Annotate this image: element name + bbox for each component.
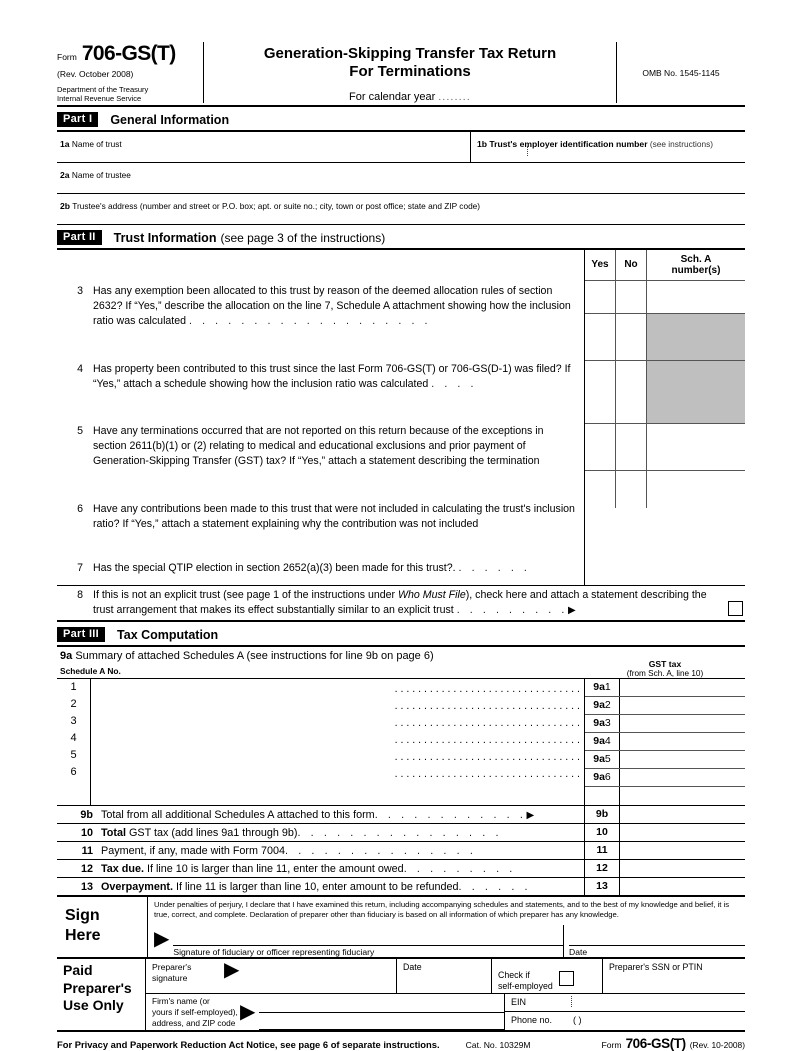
line-12-bold: Tax due. (101, 862, 144, 875)
form-header (57, 42, 745, 107)
line-13-bold: Overpayment. (101, 880, 174, 893)
line-10-row (57, 823, 745, 841)
amount-row-9a3 (585, 715, 745, 733)
part-2-note: (see page 3 of the instructions) (220, 230, 386, 245)
preparer-firm-row (146, 994, 745, 1030)
line-1a-label: Name of trust (71, 139, 122, 149)
form-footer (57, 1032, 745, 1051)
header-form-identity (57, 42, 204, 103)
answer-3-scha-cell[interactable] (647, 281, 745, 313)
preparer-firm-lines (259, 996, 504, 1030)
signature-arrow-icon: ▶ (154, 928, 170, 951)
answer-4-no-cell[interactable] (616, 314, 647, 360)
schedule-a-amount-column (584, 679, 745, 805)
line-2b-number: 2b (60, 201, 71, 211)
line-1b-label: Trust's employer identification number (489, 139, 648, 149)
question-5-text: Have any terminations occurred that are not reported on this return because of the exceptions in section 2611(b)(1) or (2) relating to medical and educational exclusions and prior payment of Generation-Skipping Transfer (GST) tax? If “Yes,” attach a statement describing the termination (93, 425, 544, 468)
part-3-header (57, 622, 745, 647)
schedule-row-dots-2: . . . . . . . . . . . . . . . . . . . . . . . . . . . . . . . . (394, 700, 580, 713)
line-8-checkbox[interactable] (728, 601, 743, 616)
question-4-text: Has property been contributed to this trust since the last Form 706-GS(T) or 706-GS(D-1) was filed? If “Yes,” attach a schedule showing how the inclusion ratio was calculated (93, 363, 571, 391)
line-12-text: If line 10 is larger than line 11, enter the amount owed (144, 862, 404, 875)
preparer-ssn-field[interactable] (603, 959, 745, 993)
department-line-2: Internal Revenue Service (57, 94, 142, 103)
firm-rule-2 (259, 1013, 504, 1030)
answer-5-yes-cell[interactable] (585, 361, 616, 423)
privacy-notice: For Privacy and Paperwork Reduction Act Notice, see page 6 of separate instructions. (57, 1039, 440, 1051)
form-revision-date: (Rev. October 2008) (57, 69, 134, 79)
amount-row-9a1 (585, 679, 745, 697)
field-name-of-trustee[interactable] (57, 163, 745, 193)
part-2-questions-grid (57, 250, 745, 585)
signature-line-wrap (148, 923, 745, 957)
answer-3-yes-cell[interactable] (585, 281, 616, 313)
preparer-firm-arrow-icon: ▶ (240, 1001, 256, 1024)
line-12-number: 12 (80, 862, 93, 875)
yes-no-scha-column (584, 250, 745, 585)
line-13-value[interactable] (620, 878, 745, 895)
line-9a-text: Summary of attached Schedules A (see instructions for line 9b on page 6) (75, 650, 434, 663)
preparer-phone-row (505, 1012, 745, 1029)
question-6-number: 6 (77, 503, 83, 515)
line-8-italic-reference: Who Must File (398, 589, 466, 601)
line-9b-value[interactable] (620, 806, 745, 823)
line-13-code: 13 (585, 878, 620, 895)
amount-value-9a4[interactable] (620, 733, 745, 750)
answer-7-yes-cell[interactable] (585, 471, 616, 508)
line-13-leader-dots: . . . . . . (458, 880, 532, 893)
form-706gst (57, 42, 745, 1051)
department-line-1: Department of the Treasury (57, 85, 149, 94)
self-employed-label-line-1: Check if (498, 970, 530, 981)
amount-code-num-9a1: 1 (604, 681, 611, 694)
form-title-line-2: For Terminations (349, 63, 471, 81)
schedule-row-number-6: 6 (70, 766, 77, 779)
line-11-leader-dots: . . . . . . . . . . . . . . . (285, 844, 477, 857)
header-title-block (204, 42, 617, 103)
amount-value-9a2[interactable] (620, 697, 745, 714)
schedule-row-dots-1: . . . . . . . . . . . . . . . . . . . . . . . . . . . . . . . . (394, 683, 580, 696)
gst-tax-subtitle: (from Sch. A, line 10) (626, 669, 704, 679)
line-11-text: Payment, if any, made with Form 7004 (101, 844, 286, 857)
row-2b (57, 194, 745, 225)
fiduciary-signature-rule (173, 925, 563, 946)
fiduciary-signature-caption: Signature of fiduciary or officer representing fiduciary (173, 947, 375, 958)
part-2-title: Trust Information (113, 230, 217, 245)
column-header-scha (647, 250, 745, 280)
footer-form-number: 706-GS(T) (625, 1036, 686, 1051)
line-2a-number: 2a (60, 170, 70, 180)
line-8-text-a: If this is not an explicit trust (see page 1 of the instructions under (93, 589, 399, 601)
line-9b-leader-dots: . . . . . . . . . . . . (374, 808, 527, 821)
paid-preparer-body (146, 959, 745, 1030)
fiduciary-date-field[interactable] (563, 925, 745, 957)
part-1-header (57, 107, 745, 132)
answer-7-no-cell[interactable] (616, 471, 647, 508)
sign-here-label-line-2: Here (65, 926, 101, 944)
preparer-ein-value[interactable] (567, 994, 745, 1011)
preparer-self-employed-field (492, 959, 603, 993)
firm-label-line-3: address, and ZIP code (152, 1017, 236, 1028)
amount-code-bold-9a6: 9a (593, 771, 605, 784)
field-trust-ein[interactable] (471, 132, 745, 162)
perjury-statement: Under penalties of perjury, I declare that I have examined this return, including accompanying schedules and statements, and to the best of my knowledge and belief, it is true, correct, and complete. Declaration of preparer other than fiduciary is based on all information of which preparer has any knowledge. (154, 900, 730, 920)
schedule-a-leader-column (91, 679, 584, 805)
footer-form-word: Form (601, 1040, 622, 1051)
question-3-text: Has any exemption been allocated to this trust by reason of the deemed allocation rules of section 2632? If “Yes,” describe the allocation on the line 7, Schedule A attachment showing how the inclusion ratio was calculated (93, 285, 571, 328)
line-11-value[interactable] (620, 842, 745, 859)
line-13-row (57, 877, 745, 895)
line-1a-number: 1a (60, 139, 70, 149)
preparer-signature-field[interactable] (146, 959, 397, 993)
field-trustee-address[interactable] (57, 194, 745, 224)
schedule-row-number-1: 1 (70, 681, 77, 694)
line-9b-arrow-icon: ▶ (526, 809, 535, 821)
sign-here-label (57, 897, 148, 957)
schedule-row-number-4: 4 (70, 732, 77, 745)
amount-code-bold-9a4: 9a (593, 735, 605, 748)
answer-row-7 (585, 471, 745, 508)
sign-here-block (57, 895, 745, 959)
catalog-number: Cat. No. 10329M (465, 1040, 531, 1051)
line-9b-row (57, 805, 745, 823)
gst-tax-column-header (585, 647, 745, 678)
preparer-signature-row (146, 959, 745, 994)
answer-6-scha-cell[interactable] (647, 424, 745, 470)
amount-row-9a5 (585, 751, 745, 769)
preparer-phone-value[interactable]: ( ) (573, 1015, 582, 1026)
part-2-tag: Part II (57, 230, 102, 245)
answer-row-6 (585, 424, 745, 471)
amount-code-bold-9a5: 9a (593, 753, 605, 766)
preparer-signature-arrow-icon: ▶ (224, 959, 240, 982)
line-11-row (57, 841, 745, 859)
form-number: 706-GS(T) (81, 42, 176, 65)
line-11-number: 11 (81, 844, 93, 857)
amount-row-9a6 (585, 769, 745, 787)
footer-revision: (Rev. 10-2008) (689, 1040, 745, 1051)
line-8-leader-dots: . . . . . . . . . (456, 604, 568, 617)
answer-6-yes-cell[interactable] (585, 424, 616, 470)
amount-label-9a1 (585, 679, 620, 696)
line-1b-number: 1b (477, 139, 488, 149)
preparer-ssn-label: Preparer's SSN or PTIN (609, 962, 703, 973)
column-header-yes: Yes (585, 250, 616, 280)
schedule-row-dots-3: . . . . . . . . . . . . . . . . . . . . . . . . . . . . . . . . (394, 717, 580, 730)
line-9a-header-row (57, 647, 745, 679)
preparer-signature-label-line-2: signature (152, 972, 188, 983)
question-4-number: 4 (77, 363, 83, 375)
omb-number: OMB No. 1545-1145 (642, 67, 720, 78)
line-9b-text: Total from all additional Schedules A attached to this form (101, 808, 375, 821)
preparer-date-label: Date (403, 962, 422, 973)
question-7-text: Has the special QTIP election in section 2652(a)(3) been made for this trust?. (93, 562, 456, 574)
firm-label-line-1: Firm's name (or (152, 996, 210, 1007)
answer-6-no-cell[interactable] (616, 424, 647, 470)
amount-row-spacer (585, 787, 745, 805)
schedule-a-no-label: Schedule A No. (60, 666, 121, 677)
amount-value-9a3[interactable] (620, 715, 745, 732)
question-3 (57, 252, 584, 346)
amount-value-9a5[interactable] (620, 751, 745, 768)
line-10-text: GST tax (add lines 9a1 through 9b) (126, 826, 298, 839)
line-2b-label: Trustee's address (number and street or P.O. box; apt. or suite no.; city, town or post office; state and ZIP code) (72, 201, 481, 211)
fiduciary-date-caption: Date (569, 947, 588, 958)
line-10-bold: Total (101, 826, 126, 839)
line-1b-note: (see instructions) (649, 139, 714, 149)
line-10-code: 10 (585, 824, 620, 841)
line-8-row (57, 585, 745, 622)
answer-4-scha-shaded-cell (647, 314, 745, 360)
amount-row-9a2 (585, 697, 745, 715)
question-6 (57, 486, 584, 548)
field-name-of-trust[interactable] (57, 132, 471, 162)
amount-value-9a1[interactable] (620, 679, 745, 696)
amount-code-bold-9a2: 9a (593, 699, 605, 712)
line-10-leader-dots: . . . . . . . . . . . . . . . . (297, 826, 503, 839)
ein-separator-icon (527, 146, 528, 156)
paid-preparer-label (57, 959, 146, 1030)
question-4 (57, 346, 584, 408)
line-13-number: 13 (80, 880, 93, 893)
line-8-arrow-icon: ▶ (567, 605, 576, 617)
part-1-title: General Information (110, 112, 230, 127)
paid-preparer-block (57, 959, 745, 1032)
row-1a-1b (57, 132, 745, 163)
line-12-row (57, 859, 745, 877)
preparer-date-field[interactable] (397, 959, 492, 993)
part-2-header (57, 225, 745, 250)
amount-label-9a4 (585, 733, 620, 750)
preparer-signature-label-line-1: Preparer's (152, 962, 192, 973)
line-2a-label: Name of trustee (71, 170, 131, 180)
gst-tax-title: GST tax (648, 659, 682, 670)
self-employed-checkbox[interactable] (559, 971, 574, 986)
firm-rule-1 (259, 996, 504, 1013)
schedule-row-number-5: 5 (70, 749, 77, 762)
part-1-tag: Part I (57, 112, 98, 127)
row-2a (57, 163, 745, 194)
line-9a-label-block (57, 647, 585, 678)
column-header-scha-line2: number(s) (671, 265, 721, 276)
form-title-line-1: Generation-Skipping Transfer Tax Return (263, 45, 557, 62)
line-9b-number: 9b (80, 808, 93, 821)
line-12-value[interactable] (620, 860, 745, 877)
amount-code-num-9a3: 3 (604, 717, 611, 730)
answer-row-4 (585, 314, 745, 361)
amount-code-num-9a2: 2 (604, 699, 611, 712)
firm-label-line-2: yours if self-employed), (152, 1007, 238, 1017)
line-10-number: 10 (80, 826, 93, 839)
amount-label-9a5 (585, 751, 620, 768)
amount-code-bold-9a1: 9a (593, 681, 605, 694)
preparer-ein-separator-icon (571, 996, 572, 1007)
amount-label-9a6 (585, 769, 620, 786)
amount-label-9a3 (585, 715, 620, 732)
paid-preparer-label-line-2: Preparer's (63, 979, 132, 996)
question-3-leader-dots: . . . . . . . . . . . . . . . . . . . (189, 315, 432, 328)
line-8-text-b: ), check here and attach a statement describing the trust arrangement that makes its effect substantially similar to an explicit trust (93, 589, 707, 617)
answer-3-no-cell[interactable] (616, 281, 647, 313)
fiduciary-date-rule (569, 925, 745, 946)
self-employed-label-line-2: self-employed (498, 981, 553, 992)
schedule-row-dots-6: . . . . . . . . . . . . . . . . . . . . . . . . . . . . . . . . (394, 768, 580, 781)
part-2-question-text-column (57, 250, 584, 585)
schedule-row-dots-4: . . . . . . . . . . . . . . . . . . . . . . . . . . . . . . . . (394, 734, 580, 747)
yes-no-scha-header (585, 250, 745, 281)
answer-row-5 (585, 361, 745, 424)
schedule-row-number-2: 2 (70, 698, 77, 711)
answer-4-yes-cell[interactable] (585, 314, 616, 360)
schedule-row-number-3: 3 (70, 715, 77, 728)
column-header-no: No (616, 250, 647, 280)
calendar-year-label: For calendar year (349, 90, 436, 103)
question-3-number: 3 (77, 285, 83, 297)
amount-value-9a6[interactable] (620, 769, 745, 786)
calendar-year-input[interactable]: ........ (438, 91, 471, 103)
amount-code-num-9a5: 5 (604, 753, 611, 766)
question-7-leader-dots: . . . . . . (458, 562, 531, 574)
question-5 (57, 408, 584, 486)
header-omb-block (617, 42, 745, 103)
paid-preparer-label-line-1: Paid (63, 962, 93, 979)
question-5-number: 5 (77, 425, 83, 437)
amount-label-spacer (585, 787, 620, 805)
line-12-leader-dots: . . . . . . . . . (403, 862, 516, 875)
amount-code-bold-9a3: 9a (593, 717, 605, 730)
line-8-number: 8 (77, 589, 83, 601)
line-13-text: If line 11 is larger than line 10, enter amount to be refunded (173, 880, 459, 893)
question-6-text: Have any contributions been made to this trust that were not included in calculating the trust's inclusion ratio? If “Yes,” attach a statement explaining why the contribution was not included (93, 503, 575, 531)
question-4-leader-dots: . . . . (431, 378, 478, 391)
paid-preparer-label-line-3: Use Only (63, 997, 124, 1014)
amount-row-9a4 (585, 733, 745, 751)
line-11-code: 11 (585, 842, 620, 859)
amount-value-spacer (620, 787, 745, 805)
line-12-code: 12 (585, 860, 620, 877)
sign-here-label-line-1: Sign (65, 907, 100, 925)
preparer-ein-label: EIN (511, 997, 527, 1008)
part-3-tag: Part III (57, 627, 105, 642)
preparer-phone-label: Phone no. (511, 1015, 553, 1026)
amount-code-num-9a4: 4 (604, 735, 611, 748)
preparer-ein-phone-block (505, 994, 745, 1030)
answer-5-no-cell[interactable] (616, 361, 647, 423)
amount-code-num-9a6: 6 (604, 771, 611, 784)
line-9b-code: 9b (585, 806, 620, 823)
line-10-value[interactable] (620, 824, 745, 841)
answer-7-scha-cell[interactable] (647, 471, 745, 508)
schedule-a-grid (57, 679, 745, 805)
form-word-label: Form (57, 52, 77, 62)
part-3-title: Tax Computation (117, 627, 219, 642)
column-header-scha-line1: Sch. A (680, 253, 712, 265)
preparer-ein-row (505, 994, 745, 1012)
question-7-number: 7 (77, 562, 83, 574)
sign-here-body (148, 897, 745, 957)
answer-row-3 (585, 281, 745, 314)
line-9a-number: 9a (60, 650, 73, 663)
fiduciary-signature-field[interactable] (173, 925, 563, 957)
schedule-row-dots-5: . . . . . . . . . . . . . . . . . . . . . . . . . . . . . . . . (394, 751, 580, 764)
preparer-firm-field[interactable] (146, 994, 505, 1030)
question-7 (57, 548, 584, 585)
schedule-a-number-column (57, 679, 91, 805)
answer-5-scha-shaded-cell (647, 361, 745, 423)
amount-label-9a2 (585, 697, 620, 714)
